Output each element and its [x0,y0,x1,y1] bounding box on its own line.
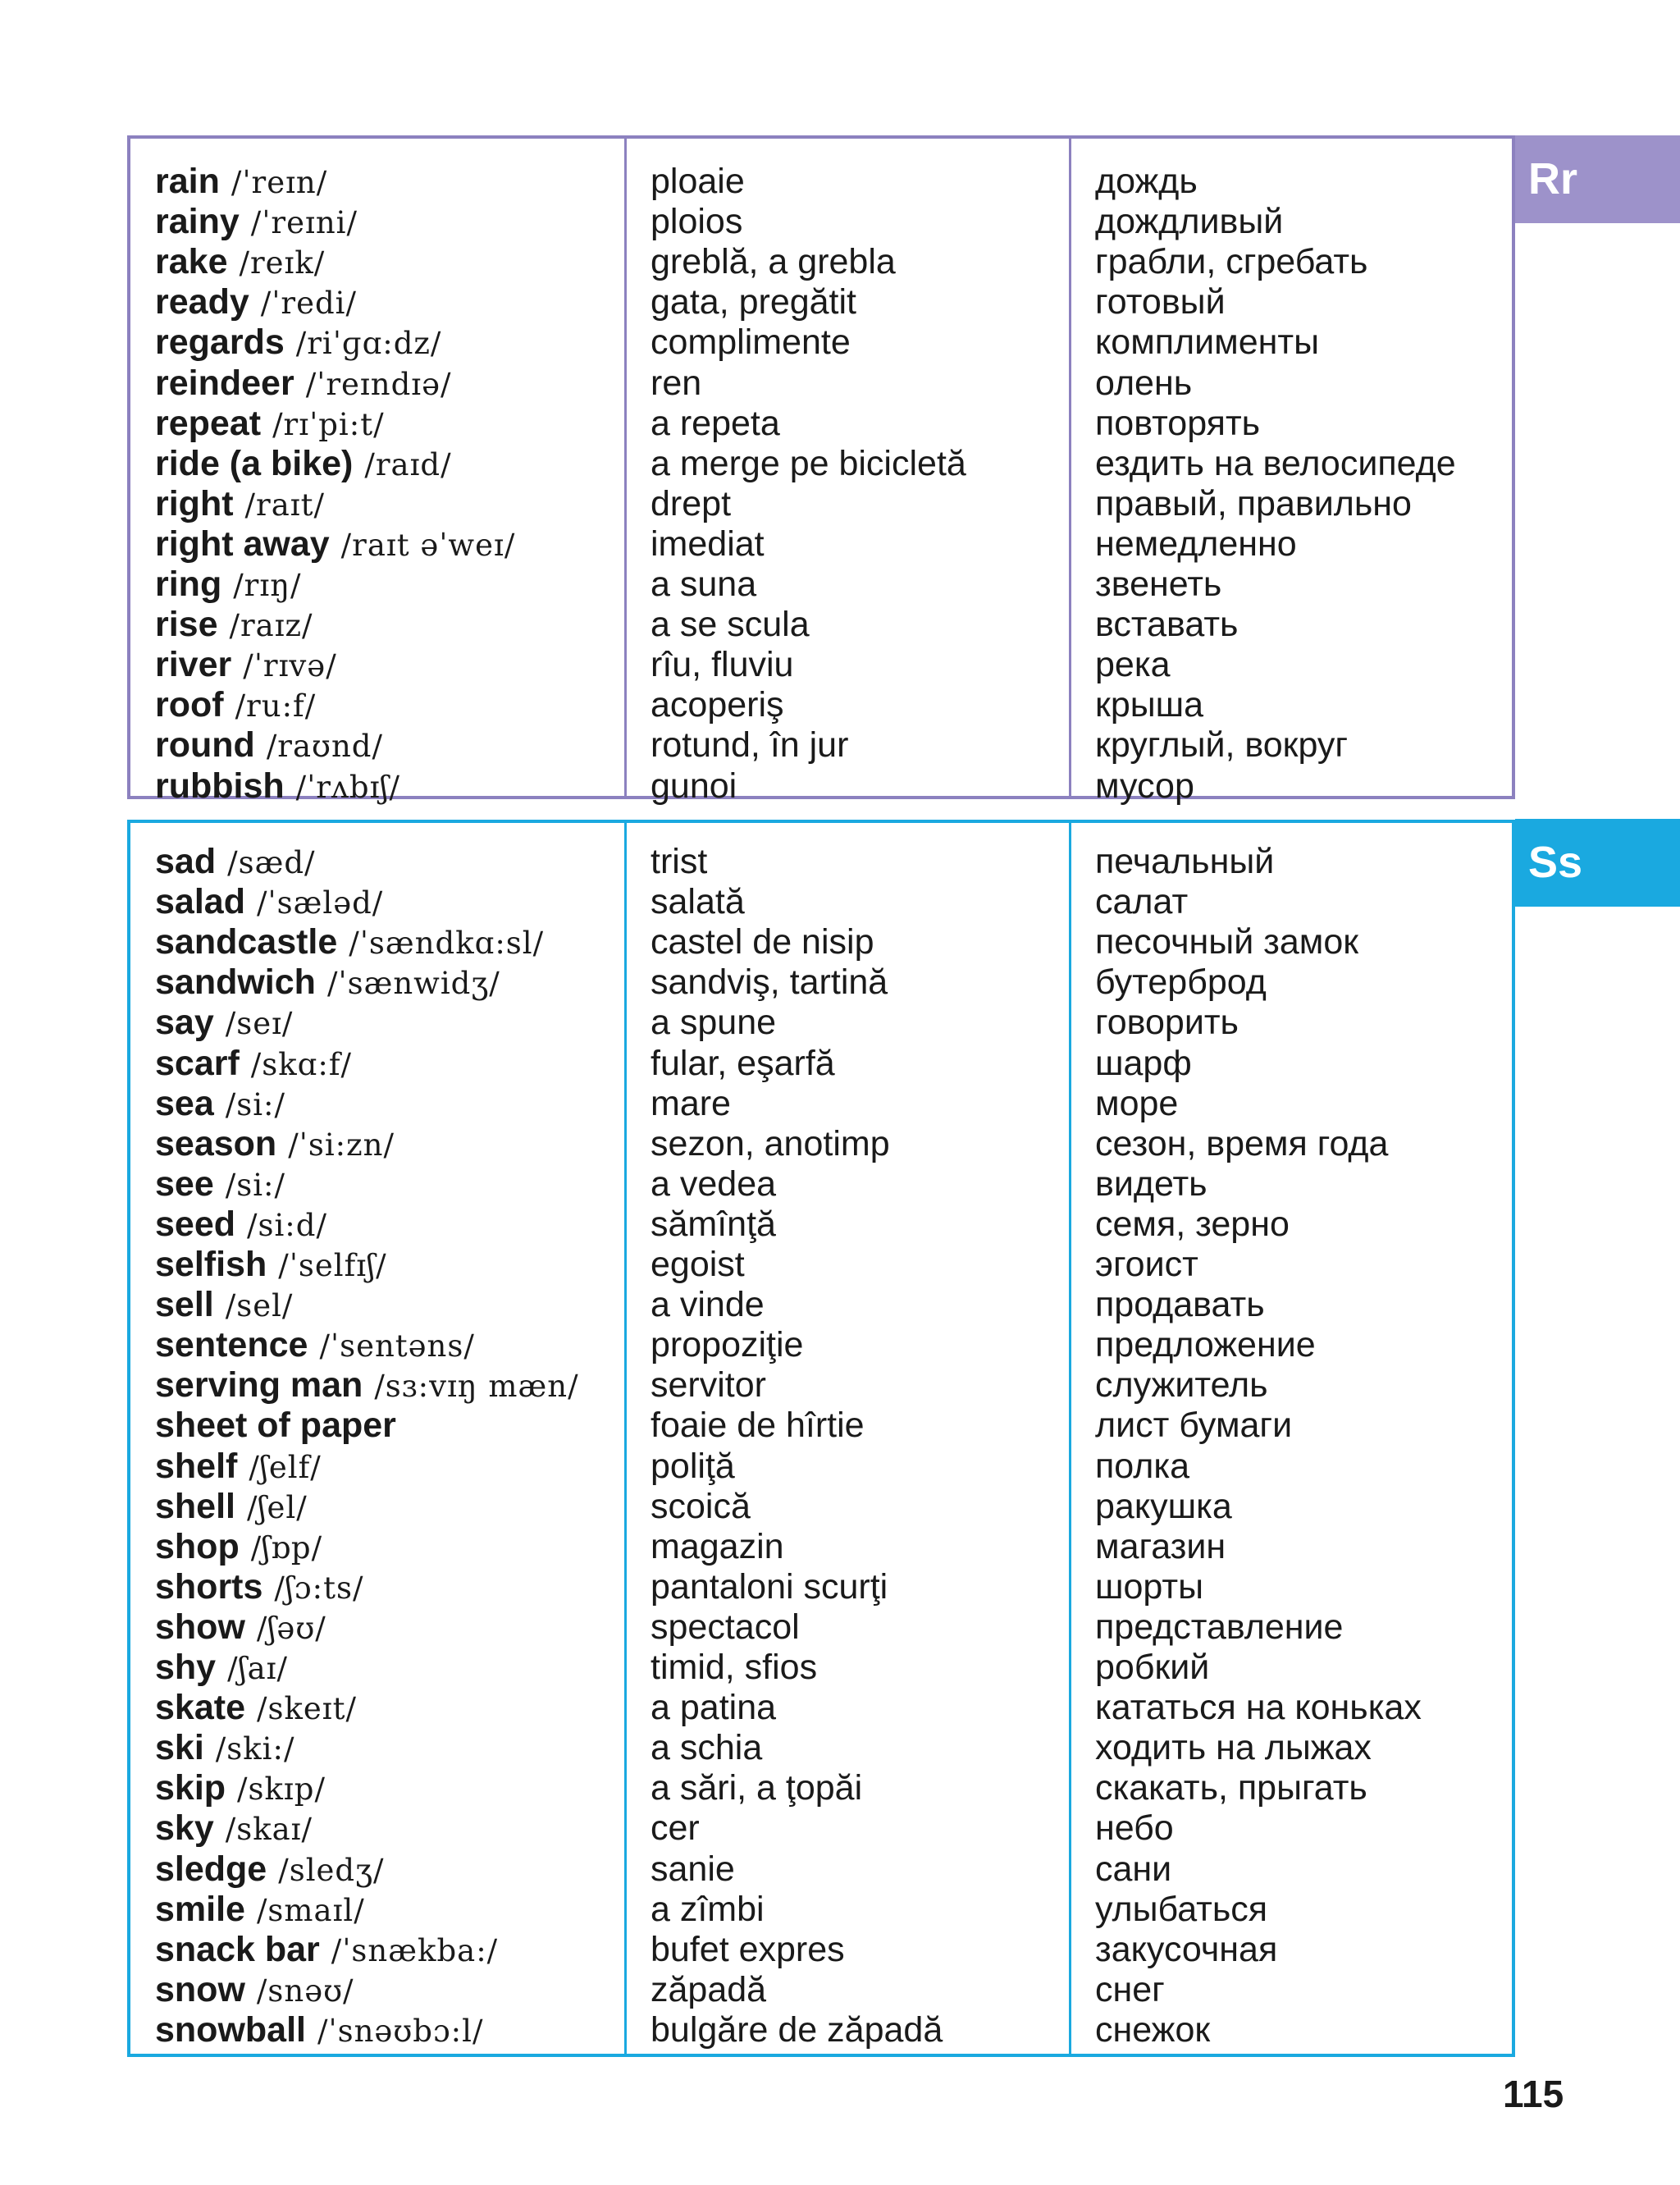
english-cell [155,921,544,964]
headword: snack bar [155,1929,320,1969]
dictionary-entry [130,1446,1512,1487]
headword: regards [155,322,285,363]
romanian-translation: mare [651,1083,731,1123]
romanian-translation: fular, eşarfă [651,1043,835,1083]
english-cell [155,1163,285,1206]
headword: roof [155,685,224,725]
transcription: /ˈsnəʊbɔ:l/ [317,2013,484,2049]
dictionary-entry [130,1969,1512,2010]
headword: sentence [155,1325,308,1365]
english-cell [155,1446,322,1488]
english-cell [155,1204,327,1246]
dictionary-entry [130,725,1512,766]
romanian-translation: gunoi [651,766,737,806]
english-cell [155,644,337,687]
english-cell [155,1687,357,1730]
russian-translation: скакать, прыгать [1095,1768,1367,1808]
dictionary-entry [130,483,1512,524]
english-cell [155,962,500,1004]
transcription: /ˈsentəns/ [319,1328,475,1364]
transcription: /ʃɒp/ [250,1529,323,1566]
headword: sell [155,1285,214,1325]
headword: snow [155,1969,245,2009]
russian-translation: река [1095,645,1171,685]
russian-translation: мусор [1095,766,1194,806]
russian-translation: предложение [1095,1325,1316,1365]
russian-translation: полка [1095,1446,1190,1486]
dictionary-entry [130,241,1512,282]
russian-translation: служитель [1095,1365,1268,1406]
dictionary-entry [130,1647,1512,1688]
romanian-translation: a spune [651,1003,777,1043]
romanian-translation: egoist [651,1245,745,1284]
transcription: /ˈredi/ [260,286,357,322]
romanian-translation: rîu, fluviu [651,645,794,685]
romanian-translation: a vedea [651,1163,777,1204]
english-cell [155,1486,308,1529]
letter-tab-s: Ss [1515,819,1680,907]
transcription: /ˈsnækba:/ [331,1932,499,1968]
russian-translation: повторять [1095,403,1261,443]
romanian-translation: a merge pe bicicletă [651,443,966,483]
headword: rain [155,162,220,201]
transcription: /si:/ [225,1167,285,1203]
romanian-translation: a suna [651,565,757,604]
russian-translation: вставать [1095,605,1239,645]
romanian-translation: a vinde [651,1285,765,1325]
transcription: /smaɪl/ [256,1892,365,1928]
headword: right away [155,523,330,564]
romanian-translation: gata, pregătit [651,282,857,322]
russian-translation: эгоист [1095,1245,1198,1284]
headword: scarf [155,1043,240,1083]
dictionary-entry [130,841,1512,882]
transcription: /ʃaɪ/ [227,1651,288,1686]
english-cell [155,403,385,446]
russian-translation: видеть [1095,1163,1208,1204]
russian-translation: ракушка [1095,1486,1232,1526]
transcription: /raʊnd/ [266,729,383,765]
romanian-translation: sanie [651,1849,735,1889]
dictionary-entry [130,1364,1512,1406]
russian-translation: немедленно [1095,523,1297,564]
dictionary-entry [130,1043,1512,1084]
transcription: /raɪd/ [364,446,452,482]
dictionary-entry [130,2009,1512,2050]
headword: season [155,1123,277,1163]
romanian-translation: acoperiş [651,685,784,725]
english-cell [155,1002,293,1045]
russian-translation: ездить на велосипеде [1095,443,1456,483]
dictionary-entry [130,1405,1512,1446]
romanian-translation: complimente [651,322,851,363]
transcription: /ru:f/ [235,688,317,725]
section-s-table [127,820,1515,2057]
romanian-translation: castel de nisip [651,922,874,962]
russian-translation: представление [1095,1607,1344,1647]
transcription: /ˈsæləd/ [256,885,384,921]
headword: sea [155,1083,214,1123]
russian-translation: правый, правильно [1095,483,1412,523]
headword: right [155,483,234,523]
headword: rubbish [155,766,285,806]
russian-translation: магазин [1095,1526,1226,1566]
russian-translation: песочный замок [1095,922,1359,962]
romanian-translation: a repeta [651,403,780,443]
transcription: /sel/ [225,1288,294,1324]
romanian-translation: trist [651,842,708,881]
dictionary-entry [130,1767,1512,1808]
english-cell [155,1324,475,1367]
romanian-translation: zăpadă [651,1969,767,2009]
english-cell [155,1808,313,1850]
dictionary-entry [130,523,1512,565]
headword: seed [155,1204,236,1244]
russian-translation: печальный [1095,842,1275,881]
dictionary-entry [130,1849,1512,1890]
transcription: /raɪt/ [244,487,325,523]
headword: see [155,1163,214,1204]
russian-translation: кататься на коньках [1095,1688,1422,1728]
headword: sledge [155,1849,267,1889]
headword: sandwich [155,962,316,1003]
headword: selfish [155,1245,267,1284]
romanian-translation: cer [651,1808,700,1849]
headword: shell [155,1486,235,1526]
romanian-translation: a zîmbi [651,1889,765,1929]
russian-translation: снег [1095,1969,1165,2009]
english-cell [155,604,313,647]
headword: sheet of paper [155,1406,396,1446]
russian-translation: готовый [1095,282,1226,322]
english-cell [155,523,515,566]
dictionary-entry [130,1929,1512,1970]
english-cell [155,443,452,486]
russian-translation: шорты [1095,1566,1203,1607]
transcription: /seɪ/ [225,1006,294,1042]
romanian-translation: propoziţie [651,1325,804,1365]
russian-translation: ходить на лыжах [1095,1728,1372,1768]
romanian-translation: bulgăre de zăpadă [651,2009,943,2050]
english-cell [155,1526,322,1569]
transcription: /ˈreɪndɪə/ [305,366,452,402]
russian-translation: бутерброд [1095,962,1267,1003]
english-cell [155,483,325,526]
headword: salad [155,882,245,922]
russian-translation: грабли, сгребать [1095,242,1368,282]
romanian-translation: rotund, în jur [651,725,849,766]
romanian-translation: a patina [651,1688,777,1728]
english-cell [155,684,316,727]
transcription: /snəʊ/ [256,1972,354,2009]
dictionary-entry [130,564,1512,605]
english-cell [155,1405,396,1446]
transcription: /ski:/ [215,1731,295,1767]
dictionary-entry [130,604,1512,645]
transcription: /ʃəʊ/ [256,1610,326,1646]
english-cell [155,363,451,405]
dictionary-entry [130,363,1512,404]
dictionary-entry [130,1889,1512,1930]
romanian-translation: spectacol [651,1607,800,1647]
transcription: /raɪz/ [229,608,313,644]
english-cell [155,766,400,808]
dictionary-entry [130,1526,1512,1567]
headword: sky [155,1808,214,1849]
transcription: /ˈreɪni/ [250,205,358,241]
headword: repeat [155,403,262,443]
transcription: /ˈselfɪʃ/ [278,1248,387,1283]
dictionary-entry [130,1727,1512,1768]
headword: shelf [155,1446,238,1486]
romanian-translation: ren [651,363,702,403]
headword: round [155,725,255,766]
headword: sandcastle [155,922,338,962]
english-cell [155,161,327,203]
transcription: /ʃel/ [247,1489,308,1525]
section-r-table [127,135,1515,806]
dictionary-entry [130,881,1512,922]
dictionary-entry [130,644,1512,685]
transcription: /raɪt əˈweɪ/ [340,527,516,563]
dictionary-entry [130,684,1512,725]
english-cell [155,1364,579,1407]
english-cell [155,281,357,324]
english-cell [155,1607,326,1649]
transcription: /skeɪt/ [256,1691,357,1727]
english-cell [155,1284,293,1327]
romanian-translation: magazin [651,1526,784,1566]
headword: say [155,1003,214,1043]
headword: smile [155,1889,245,1929]
dictionary-entry [130,1244,1512,1285]
transcription: /sæd/ [227,845,316,880]
english-cell [155,1849,384,1891]
english-cell [155,322,441,364]
russian-translation: олень [1095,363,1193,403]
english-cell [155,1767,326,1810]
transcription: /reɪk/ [239,245,326,281]
dictionary-entry [130,1808,1512,1849]
russian-translation: море [1095,1083,1179,1123]
russian-translation: дождливый [1095,202,1284,242]
dictionary-entry [130,1687,1512,1728]
english-cell [155,1566,363,1609]
russian-translation: крыша [1095,685,1204,725]
romanian-translation: a sări, a ţopăi [651,1768,863,1808]
russian-translation: сезон, время года [1095,1123,1389,1163]
transcription: /ˈrʌbɪʃ/ [295,769,400,805]
romanian-translation: a schia [651,1728,763,1768]
dictionary-entry [130,766,1512,807]
romanian-translation: sandviş, tartină [651,962,888,1003]
dictionary-entry [130,403,1512,444]
transcription: /ˈsænwidʒ/ [326,966,500,1002]
dictionary-entry [130,443,1512,484]
headword: shop [155,1526,240,1566]
headword: snowball [155,2009,306,2050]
headword: rainy [155,202,240,242]
romanian-translation: servitor [651,1365,766,1406]
romanian-translation: bufet expres [651,1929,845,1969]
headword: ski [155,1728,204,1768]
transcription: /ʃɔ:ts/ [274,1570,364,1606]
russian-translation: дождь [1095,162,1198,201]
dictionary-entry [130,161,1512,202]
dictionary-entry [130,1324,1512,1365]
headword: reindeer [155,363,294,403]
dictionary-entry [130,1204,1512,1245]
headword: shy [155,1648,217,1687]
romanian-translation: foaie de hîrtie [651,1406,865,1446]
english-cell [155,2009,483,2052]
dictionary-entry [130,201,1512,242]
english-cell [155,1929,498,1972]
headword: ring [155,565,222,604]
english-cell [155,1123,395,1166]
dictionary-entry [130,1123,1512,1164]
transcription: /ʃelf/ [249,1449,322,1485]
transcription: /skɑ:f/ [250,1046,352,1082]
romanian-translation: ploaie [651,162,745,201]
dictionary-entry [130,1566,1512,1607]
page-number: 115 [1503,2073,1564,2115]
english-cell [155,564,302,606]
romanian-translation: imediat [651,523,765,564]
russian-translation: семя, зерно [1095,1204,1290,1244]
dictionary-entry [130,281,1512,322]
transcription: /si:d/ [247,1207,327,1243]
dictionary-entry [130,1284,1512,1325]
romanian-translation: pantaloni scurţi [651,1566,888,1607]
transcription: /skaɪ/ [225,1812,313,1848]
dictionary-entry [130,921,1512,962]
dictionary-entry [130,1486,1512,1527]
english-cell [155,241,325,284]
english-cell [155,1969,354,2012]
russian-translation: небо [1095,1808,1174,1849]
russian-translation: шарф [1095,1043,1192,1083]
transcription: /riˈɡɑ:dz/ [295,326,442,362]
romanian-translation: greblă, a grebla [651,242,896,282]
dictionary-entry [130,1607,1512,1648]
russian-translation: комплименты [1095,322,1319,363]
headword: show [155,1607,245,1647]
headword: ride (a bike) [155,443,354,483]
russian-translation: снежок [1095,2009,1211,2050]
english-cell [155,1727,294,1770]
english-cell [155,1889,365,1931]
headword: skate [155,1688,245,1728]
headword: skip [155,1768,226,1808]
russian-translation: сани [1095,1849,1172,1889]
dictionary-entry [130,1002,1512,1043]
russian-translation: салат [1095,882,1189,922]
dictionary-entry [130,1083,1512,1124]
russian-translation: звенеть [1095,565,1222,604]
transcription: /rɪˈpi:t/ [272,406,385,442]
romanian-translation: a se scula [651,605,810,645]
transcription: /ˈreɪn/ [231,165,328,200]
russian-translation: улыбаться [1095,1889,1268,1929]
headword: rise [155,605,218,645]
romanian-translation: timid, sfios [651,1648,818,1687]
english-cell [155,1083,285,1126]
russian-translation: продавать [1095,1285,1265,1325]
headword: ready [155,282,249,322]
transcription: /si:/ [225,1086,285,1122]
romanian-translation: salată [651,882,745,922]
romanian-translation: drept [651,483,732,523]
transcription: /ˈsi:zn/ [288,1127,395,1163]
russian-translation: закусочная [1095,1929,1278,1969]
russian-translation: круглый, вокруг [1095,725,1349,766]
russian-translation: робкий [1095,1648,1210,1687]
letter-tab-r: Rr [1515,135,1680,223]
headword: serving man [155,1365,363,1406]
romanian-translation: scoică [651,1486,751,1526]
dictionary-entry [130,962,1512,1003]
english-cell [155,725,383,767]
russian-translation: говорить [1095,1003,1239,1043]
romanian-translation: poliţă [651,1446,735,1486]
english-cell [155,1647,288,1689]
transcription: /skɪp/ [237,1771,326,1808]
transcription: /sɜ:vɪŋ mæn/ [374,1369,579,1405]
romanian-translation: sezon, anotimp [651,1123,890,1163]
romanian-translation: sămînţă [651,1204,776,1244]
english-cell [155,841,316,884]
transcription: /ˈrɪvə/ [243,648,337,684]
english-cell [155,1244,387,1287]
english-cell [155,201,358,244]
headword: sad [155,842,217,881]
headword: shorts [155,1566,263,1607]
headword: river [155,645,232,685]
russian-translation: лист бумаги [1095,1406,1293,1446]
dictionary-entry [130,322,1512,363]
dictionary-entry [130,1163,1512,1204]
english-cell [155,881,383,924]
headword: rake [155,242,228,282]
english-cell [155,1043,352,1086]
transcription: /ˈsændkɑ:sl/ [349,926,545,962]
romanian-translation: ploios [651,202,743,242]
transcription: /rɪŋ/ [233,568,302,603]
transcription: /sledʒ/ [278,1852,385,1888]
